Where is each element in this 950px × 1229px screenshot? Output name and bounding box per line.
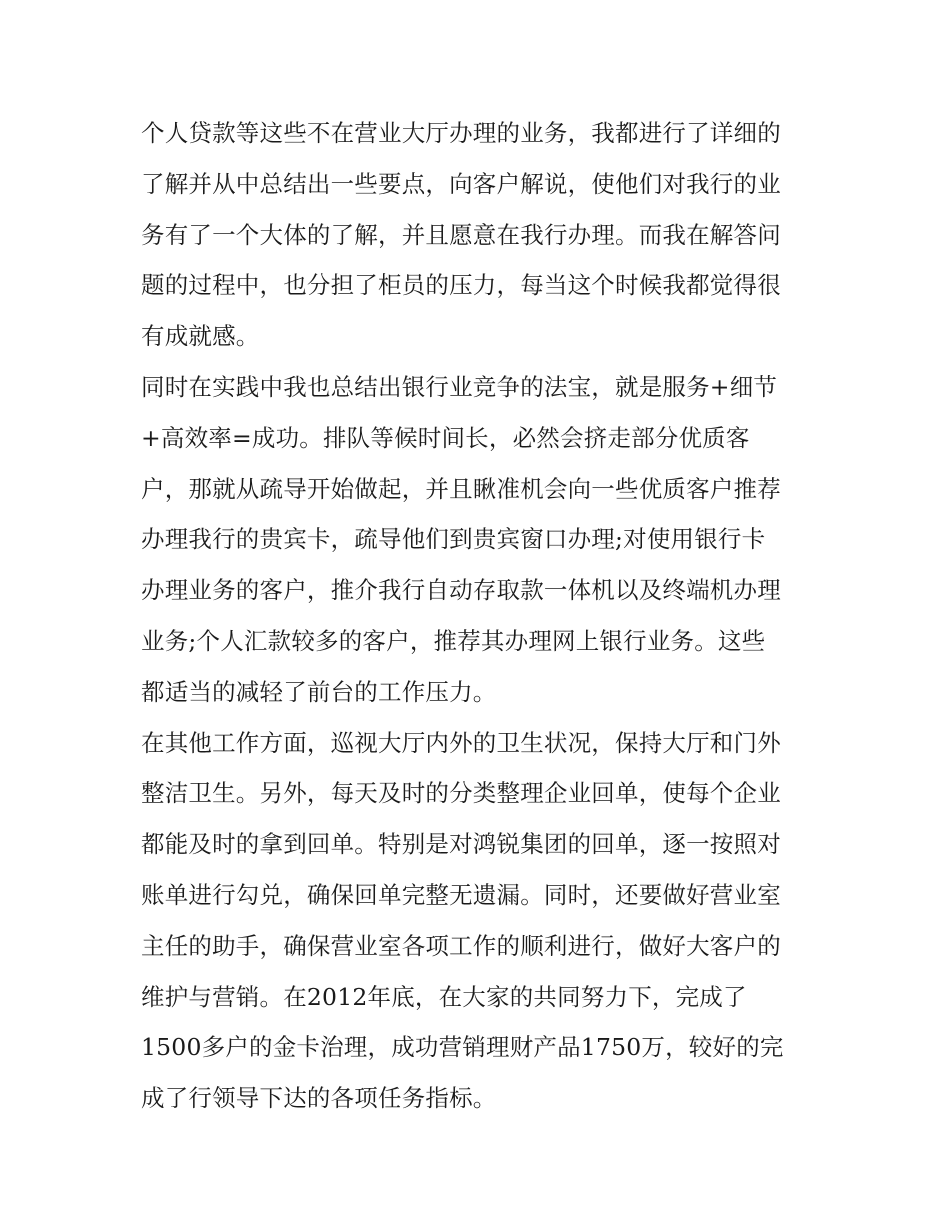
text-line: 成了行领导下达的各项任务指标。	[141, 1084, 497, 1113]
text-line: 1500多户的金卡治理，成功营销理财产品1750万，较好的完	[141, 1033, 784, 1062]
text-line: 业务;个人汇款较多的客户，推荐其办理网上银行业务。这些	[141, 626, 766, 655]
text-line: 账单进行勾兑，确保回单完整无遗漏。同时，还要做好营业室	[141, 880, 781, 909]
text-line: 主任的助手，确保营业室各项工作的顺利进行，做好大客户的	[141, 931, 781, 960]
body-text	[141, 108, 821, 1124]
text-line: 务有了一个大体的了解，并且愿意在我行办理。而我在解答问	[141, 220, 781, 249]
text-line: 有成就感。	[141, 322, 260, 351]
text-line: 都能及时的拿到回单。特别是对鸿锐集团的回单，逐一按照对	[141, 830, 781, 859]
text-line: 整洁卫生。另外，每天及时的分类整理企业回单，使每个企业	[141, 779, 781, 808]
text-line: 同时在实践中我也总结出银行业竞争的法宝，就是服务+细节	[141, 372, 778, 401]
text-line: 维护与营销。在2012年底，在大家的共同努力下，完成了	[141, 982, 747, 1011]
text-line: 办理业务的客户，推介我行自动存取款一体机以及终端机办理	[141, 576, 781, 605]
text-line: 都适当的减轻了前台的工作压力。	[141, 677, 497, 706]
text-line: 户，那就从疏导开始做起，并且瞅准机会向一些优质客户推荐	[141, 474, 781, 503]
text-line: 办理我行的贵宾卡，疏导他们到贵宾窗口办理;对使用银行卡	[141, 525, 766, 554]
text-line: 个人贷款等这些不在营业大厅办理的业务，我都进行了详细的	[141, 119, 781, 147]
text-line: 题的过程中，也分担了柜员的压力，每当这个时候我都觉得很	[141, 271, 781, 300]
text-line: 在其他工作方面，巡视大厅内外的卫生状况，保持大厅和门外	[141, 728, 781, 757]
text-line: 了解并从中总结出一些要点，向客户解说，使他们对我行的业	[141, 169, 781, 198]
text-line: +高效率=成功。排队等候时间长，必然会挤走部分优质客	[141, 423, 750, 452]
